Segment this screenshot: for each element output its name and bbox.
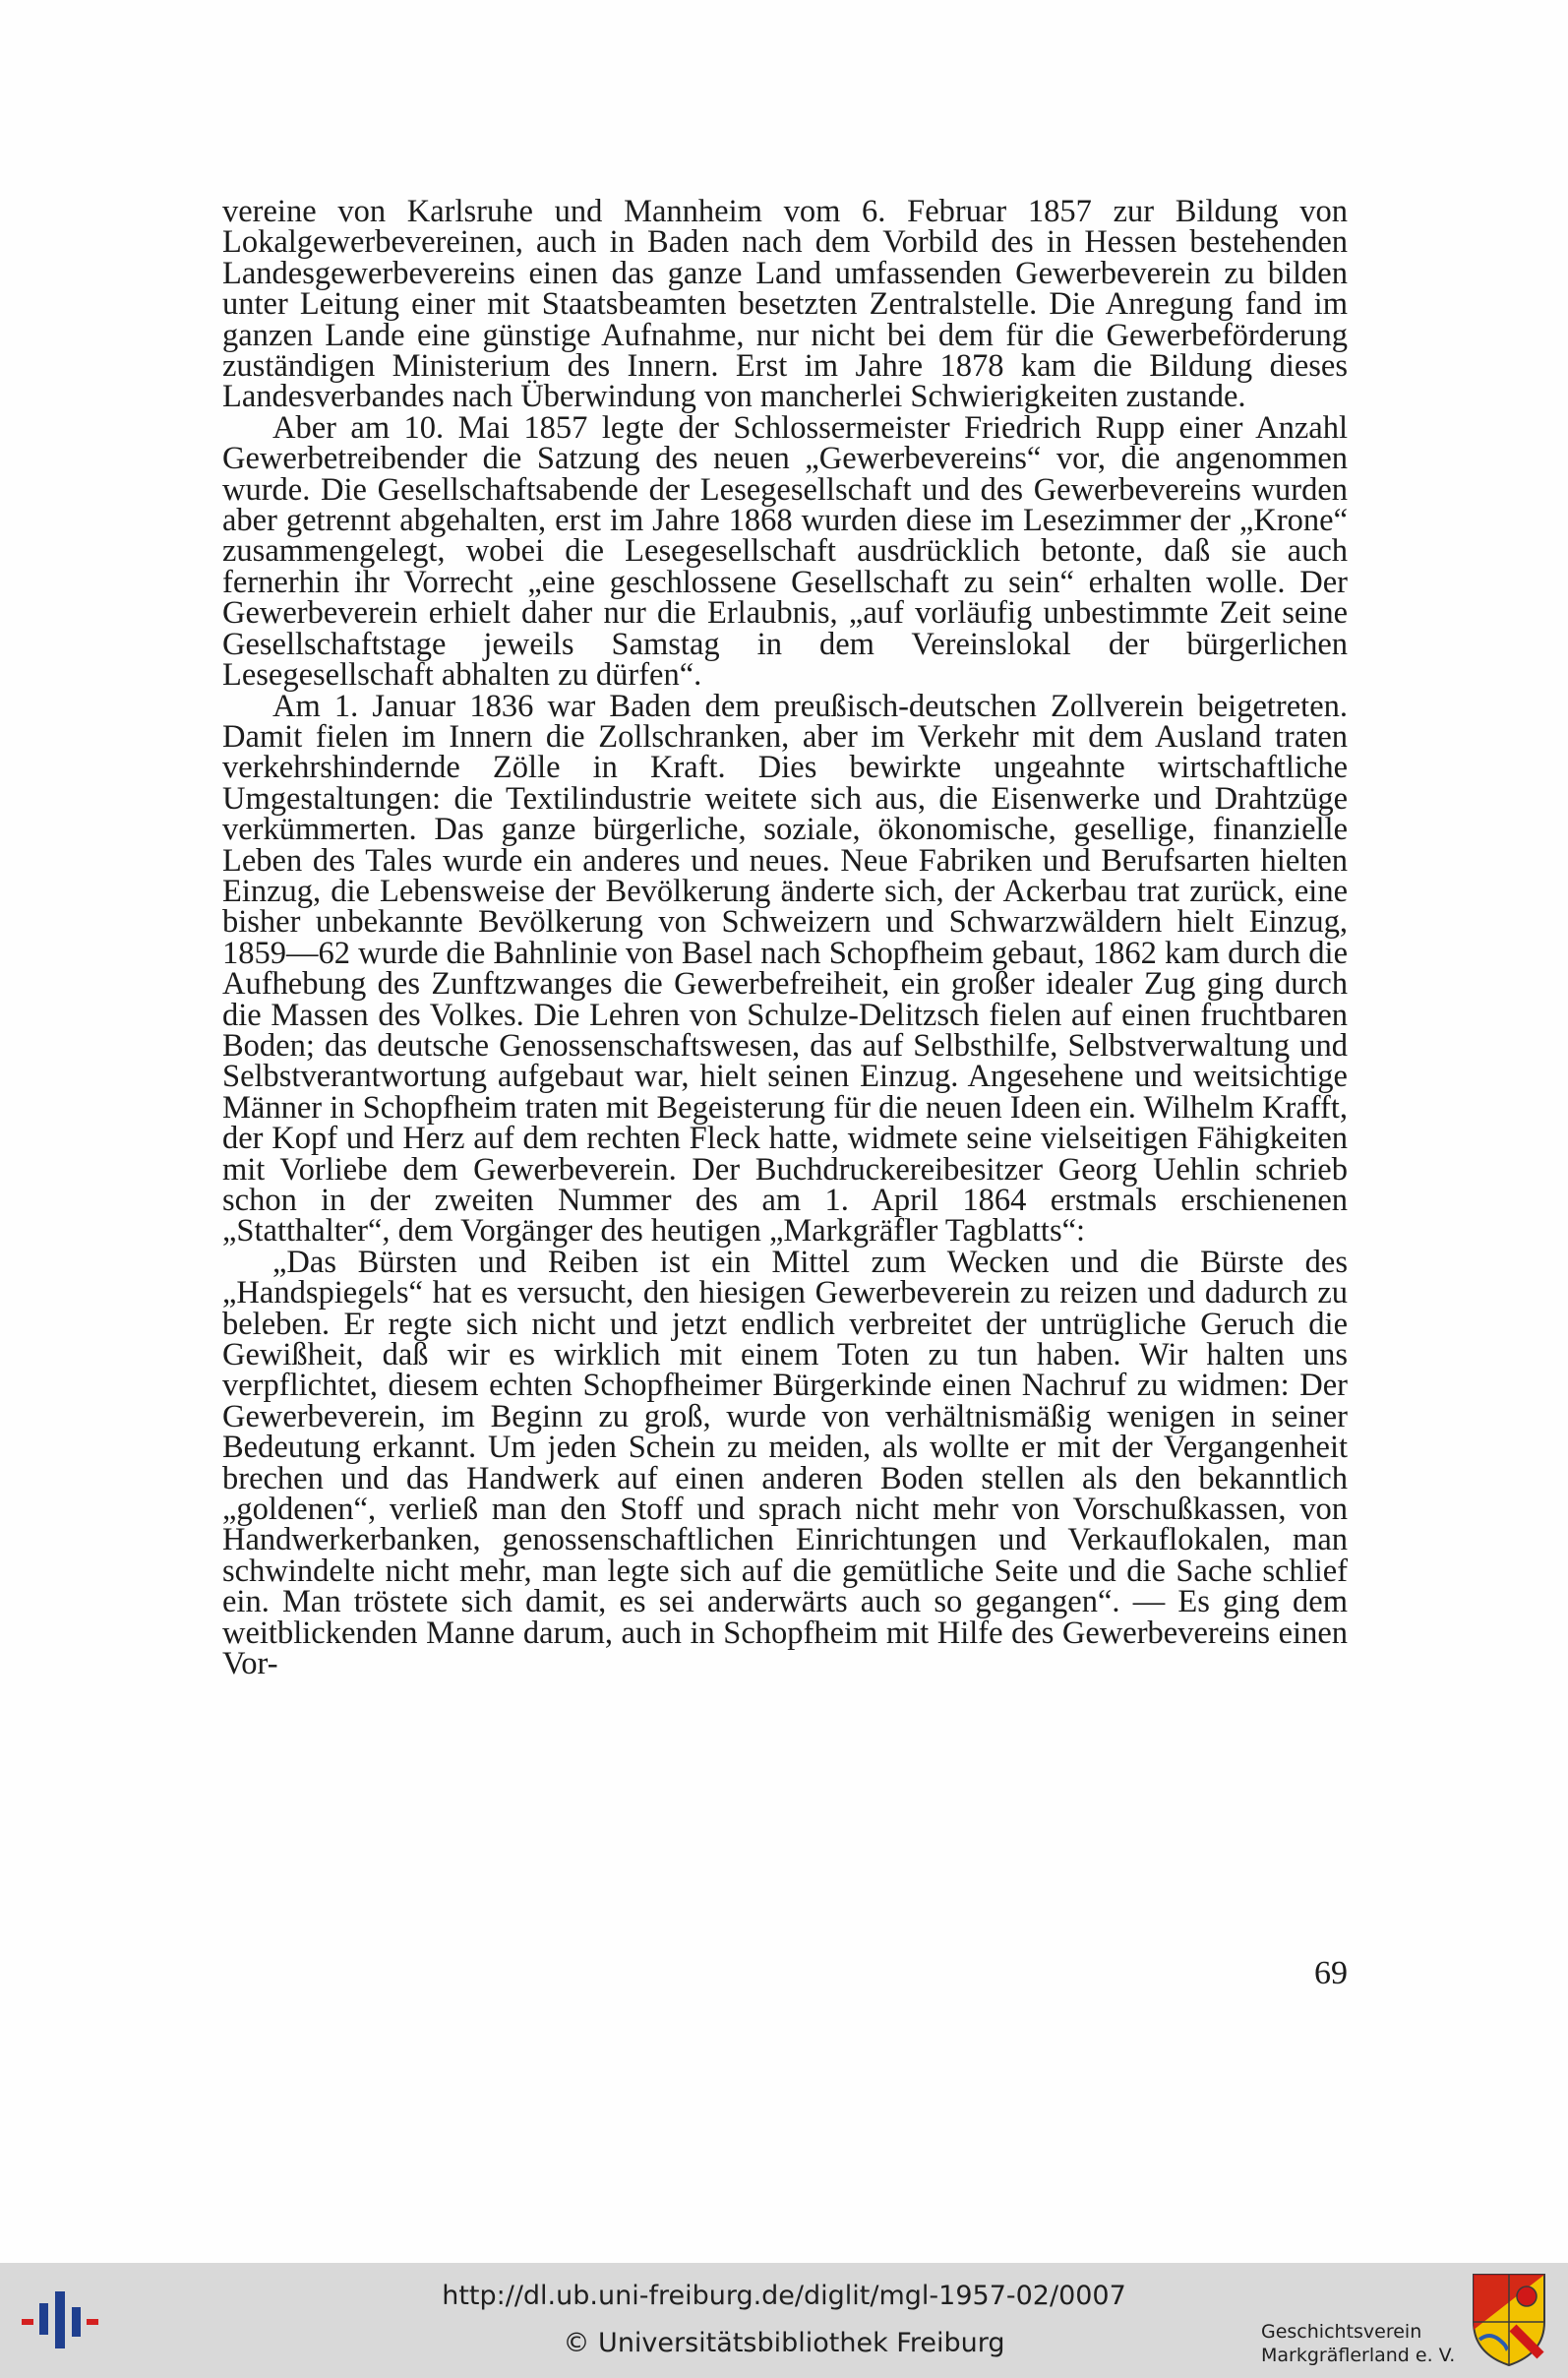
organization-name-line2: Markgräflerland e. V. xyxy=(1261,2345,1456,2366)
copyright-text: © Universitätsbibliothek Freiburg xyxy=(563,2328,1005,2358)
organization-name-line1: Geschichtsverein xyxy=(1261,2321,1422,2343)
paragraph: vereine von Karlsruhe und Mannheim vom 6. Februar 1857 zur Bildung von Lokalgewerbevereinen, auch in Baden nach dem Vorbild des in Hessen bestehenden Landesgewerbevereins einen das ganze Land umfassenden Gewerbeverein zu bilden unter Leitung einer mit Staatsbeamten besetzten Zentralstelle. Die Anregung fand im ganzen Lande eine günstige Aufnahme, nur nicht bei dem für die Gewerbeförderung zuständigen Ministerium des Innern. Erst im Jahre 1878 kam die Bildung dieses Landesverbandes nach Überwindung von mancherlei Schwierigkeiten zustande. xyxy=(222,194,1348,415)
digital-library-logo-icon[interactable] xyxy=(22,2286,100,2354)
organization-name xyxy=(1261,2320,1458,2367)
paragraph: „Das Bürsten und Reiben ist ein Mittel zum Wecken und die Bürste des „Handspiegels“ hat es versucht, den hiesigen Gewerbeverein zu reizen und dadurch zu beleben. Er regte sich nicht und jetzt endlich verbreitet der untrügliche Geruch die Gewißheit, daß wir es wirklich mit einem Toten zu tun haben. Wir halten uns verpflichtet, diesem echten Schopfheimer Bürgerkinde einen Nachruf zu widmen: Der Gewerbeverein, im Beginn zu groß, wurde von verhältnismäßig wenigen in seiner Bedeutung erkannt. Um jeden Schein zu meiden, als wollte er mit der Vergangenheit brechen und das Handwerk auf einen anderen Boden stellen als den bekanntlich „goldenen“, verließ man den Stoff und sprach nicht mehr von Vorschußkassen, von Handwerkerbanken, genossenschaftlichen Einrichtungen und Verkauflokalen, man schwindelte nicht mehr, man legte sich auf die gemütliche Seite und die Sache schlief ein. Man tröstete sich damit, es sei anderwärts auch so gegangen“. — Es ging dem weitblickenden Manne darum, auch in Schopfheim mit Hilfe des Gewerbevereins einen Vor- xyxy=(222,1244,1348,1682)
paragraph: Am 1. Januar 1836 war Baden dem preußisch-deutschen Zollverein beigetreten. Damit fielen im Innern die Zollschranken, aber im Verkehr mit dem Ausland traten verkehrshindernde Zölle in Kraft. Dies bewirkte ungeahnte wirtschaftliche Umgestaltungen: die Textilindustrie weitete sich aus, die Eisenwerke und Drahtzüge verkümmerten. Das ganze bürgerliche, soziale, ökonomische, gesellige, finanzielle Leben des Tales wurde ein anderes und neues. Neue Fabriken und Berufsarten hielten Einzug, die Lebensweise der Bevölkerung änderte sich, der Ackerbau trat zurück, eine bisher unbekannte Bevölkerung von Schweizern und Schwarzwäldern hielt Einzug, 1859—62 wurde die Bahnlinie von Basel nach Schopfheim gebaut, 1862 kam durch die Aufhebung des Zunftzwanges die Gewerbefreiheit, ein großer idealer Zug ging durch die Massen des Volkes. Die Lehren von Schulze-Delitzsch fielen auf einen fruchtbaren Boden; das deutsche Genossenschaftswesen, das auf Selbsthilfe, Selbstverwaltung und Selbstverantwortung aufgebaut war, hielt seinen Einzug. Angesehene und weitsichtige Männer in Schopfheim traten mit Begeisterung für die neuen Ideen ein. Wilhelm Krafft, der Kopf und Herz auf dem rechten Fleck hatte, widmete seine vielseitigen Fähigkeiten mit Vorliebe dem Gewerbeverein. Der Buchdruckereibesitzer Georg Uehlin schrieb schon in der zweiten Nummer des am 1. April 1864 erstmals erschienenen „Statthalter“, dem Vorgänger des heutigen „Markgräfler Tagblatts“: xyxy=(222,688,1348,1250)
footer-bar xyxy=(0,2263,1568,2378)
paragraph: Aber am 10. Mai 1857 legte der Schlossermeister Friedrich Rupp einer Anzahl Gewerbetreibender die Satzung des neuen „Gewerbevereins“ vor, die angenommen wurde. Die Gesellschaftsabende der Lesegesellschaft und des Gewerbevereins wurden aber getrennt abgehalten, erst im Jahre 1868 wurden diese im Lesezimmer der „Krone“ zusammengelegt, wobei die Lesegesellschaft ausdrücklich betonte, daß sie auch fernerhin ihr Vorrecht „eine geschlossene Gesellschaft zu sein“ erhalten wolle. Der Gewerbeverein erhielt daher nur die Erlaubnis, „auf vorläufig unbestimmte Zeit seine Gesellschaftstage jeweils Samstag in dem Vereinslokal der bürgerlichen Lesegesellschaft abhalten zu dürfen“. xyxy=(222,409,1348,694)
body-text xyxy=(222,194,1348,1682)
permalink-link[interactable]: http://dl.ub.uni-freiburg.de/diglit/mgl-1957-02/0007 xyxy=(442,2281,1126,2311)
page-number: 69 xyxy=(1314,1955,1348,1991)
coat-of-arms-icon xyxy=(1470,2271,1548,2369)
